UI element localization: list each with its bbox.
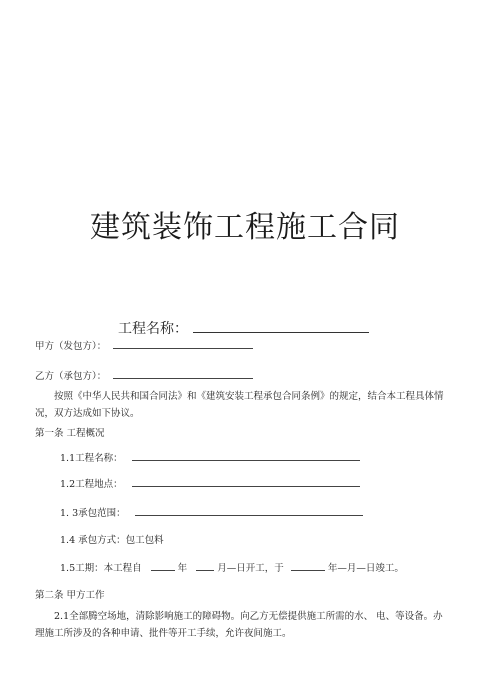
- article-2-heading: 第二条 甲方工作: [35, 590, 105, 601]
- end-year-blank: [291, 561, 325, 571]
- intro-paragraph: 按照《中华人民共和国合同法》和《建筑安装工程承包合同条例》的规定，结合本工程具体情况，双方达成如下协议。: [35, 391, 444, 419]
- item-1-1-row: [60, 450, 360, 464]
- party-a-label: 甲方（发包方）：: [35, 341, 107, 352]
- party-a-row: [35, 338, 253, 352]
- start-year-blank: [151, 561, 175, 571]
- project-name-label: 工程名称：: [118, 321, 188, 337]
- project-name-blank: [193, 332, 369, 333]
- item-1-2-label: 1.2工程地点：: [60, 479, 123, 490]
- item-1-5-year: 年: [177, 563, 188, 574]
- party-b-label: 乙方（承包方）：: [35, 371, 107, 382]
- item-1-4: 1.4 承包方式：包工包料: [60, 535, 164, 546]
- item-1-2-row: [60, 476, 360, 490]
- item-1-5-start: 月—日开工，于: [217, 563, 284, 574]
- document-title: 建筑装饰工程施工合同: [90, 210, 400, 245]
- item-1-5-row: [60, 560, 404, 574]
- article-1-heading: 第一条 工程概况: [35, 428, 105, 439]
- item-1-5-end: 年—月—日竣工。: [327, 563, 404, 574]
- item-1-3-blank: [135, 506, 363, 516]
- item-1-1-label: 1.1工程名称：: [60, 453, 123, 464]
- item-1-3-label: 1. 3承包范围：: [60, 508, 126, 519]
- party-b-row: [35, 368, 253, 382]
- item-2-1-paragraph: 2.1全部腾空场地，清除影响施工的障碍物。向乙方无偿提供施工所需的水、 电、等设备。办理施工所涉及的各种申请、批件等开工手续，允许夜间施工。: [35, 611, 443, 639]
- item-1-2-blank: [132, 477, 360, 487]
- item-1-5-prefix: 1.5工期：本工程自: [60, 563, 142, 574]
- start-month-blank: [196, 561, 214, 571]
- item-1-3-row: [60, 505, 363, 519]
- party-b-blank: [113, 369, 253, 379]
- party-a-blank: [113, 339, 253, 349]
- item-1-1-blank: [132, 451, 360, 461]
